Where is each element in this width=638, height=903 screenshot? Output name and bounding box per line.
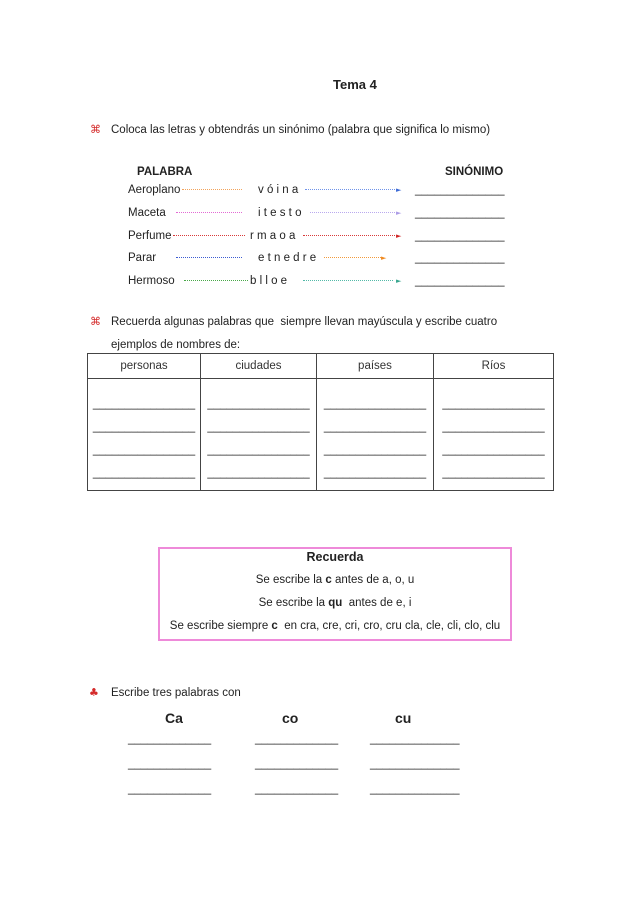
names-table: [87, 353, 554, 491]
answer-blank: ______________: [415, 207, 505, 219]
answer-blank: ________________: [207, 398, 310, 410]
dotted-connector: [173, 235, 245, 236]
table-header-row: [88, 354, 554, 379]
rule-highlight: c: [325, 574, 332, 586]
answer-cell-personas: [88, 379, 201, 491]
column-header-co: co: [282, 710, 299, 726]
dotted-connector: [184, 280, 248, 281]
reminder-rule: [160, 596, 510, 610]
club-icon: ♣: [89, 686, 99, 699]
answer-blank: ________________: [207, 467, 310, 479]
rule-text: antes de e, i: [342, 597, 412, 609]
dotted-connector: [303, 280, 393, 281]
scrambled-letters: e t n e d r e: [258, 252, 317, 264]
column-header-personas: personas: [88, 354, 201, 379]
rule-text: Se escribe la: [258, 597, 329, 609]
table-row: [88, 379, 554, 491]
answer-blank: ________________: [323, 444, 427, 456]
rule-highlight: c: [271, 620, 278, 632]
reminder-rule: [160, 619, 510, 633]
scrambled-letters: v ó i n a: [258, 184, 299, 196]
answer-blank: ________________: [207, 421, 310, 433]
column-header-ciudades: ciudades: [201, 354, 317, 379]
answer-blank: _____________: [255, 783, 339, 795]
answer-blank: _____________: [255, 733, 339, 745]
answer-blank: ______________: [415, 230, 505, 242]
answer-blank: _____________: [255, 758, 339, 770]
arrow-right-icon: ►: [396, 277, 402, 285]
command-icon: ⌘: [90, 123, 101, 136]
dotted-connector: [176, 212, 242, 213]
exercise2-instruction-line1: Recuerda algunas palabras que siempre llevan mayúscula y escribe cuatro: [111, 316, 498, 328]
rule-text: antes de a, o, u: [331, 574, 415, 586]
column-header-paises: países: [317, 354, 434, 379]
column-header-rios: Ríos: [434, 354, 554, 379]
answer-cell-ciudades: [201, 379, 317, 491]
answer-blank: ________________: [323, 421, 427, 433]
column-header-cu: cu: [395, 710, 412, 726]
answer-blank: ________________: [92, 421, 196, 433]
word-hermoso: Hermoso: [128, 275, 175, 287]
reminder-rule: [160, 573, 510, 587]
answer-blank: ________________: [442, 398, 545, 410]
rule-highlight: qu: [328, 597, 343, 609]
arrow-right-icon: ►: [381, 254, 387, 262]
answer-blank: ________________: [442, 421, 545, 433]
dotted-connector: [310, 212, 395, 213]
exercise3-instruction: Escribe tres palabras con: [111, 687, 241, 699]
arrow-right-icon: ►: [396, 186, 402, 194]
exercise2-instruction-line2: ejemplos de nombres de:: [111, 339, 241, 351]
answer-blank: ______________: [370, 733, 460, 745]
answer-blank: ______________: [370, 783, 460, 795]
dotted-connector: [324, 257, 381, 258]
dotted-connector: [305, 189, 395, 190]
exercise1-instruction: Coloca las letras y obtendrás un sinónimo (palabra que significa lo mismo): [111, 124, 491, 136]
scrambled-letters: b l l o e: [250, 275, 288, 287]
answer-cell-paises: [317, 379, 434, 491]
arrow-right-icon: ►: [396, 209, 402, 217]
word-maceta: Maceta: [128, 207, 166, 219]
answer-blank: ________________: [92, 398, 196, 410]
rule-text: Se escribe la: [255, 574, 326, 586]
command-icon: ⌘: [90, 315, 101, 328]
answer-blank: ______________: [415, 184, 505, 196]
word-parar: Parar: [128, 252, 157, 264]
column-header-ca: Ca: [165, 710, 183, 726]
answer-blank: ________________: [323, 467, 427, 479]
answer-blank: ________________: [323, 398, 427, 410]
answer-blank: _____________: [128, 758, 212, 770]
answer-blank: ________________: [92, 467, 196, 479]
answer-blank: ______________: [415, 275, 505, 287]
rule-text: en cra, cre, cri, cro, cru cla, cle, cli, clo, clu: [277, 620, 501, 632]
scrambled-letters: i t e s t o: [258, 207, 302, 219]
reminder-title: Recuerda: [306, 550, 364, 564]
answer-cell-rios: [434, 379, 554, 491]
header-synonym: SINÓNIMO: [445, 166, 504, 178]
dotted-connector: [176, 257, 242, 258]
answer-blank: ________________: [207, 444, 310, 456]
dotted-connector: [182, 189, 242, 190]
page-title: Tema 4: [333, 77, 377, 92]
answer-blank: ________________: [442, 467, 545, 479]
answer-blank: ______________: [415, 252, 505, 264]
answer-blank: _____________: [128, 783, 212, 795]
answer-blank: _____________: [128, 733, 212, 745]
word-aeroplano: Aeroplano: [128, 184, 181, 196]
word-perfume: Perfume: [128, 230, 172, 242]
header-word: PALABRA: [137, 166, 193, 178]
reminder-box: [158, 547, 512, 641]
rule-text: Se escribe siempre: [169, 620, 272, 632]
arrow-right-icon: ►: [396, 232, 402, 240]
answer-blank: ________________: [442, 444, 545, 456]
answer-blank: ______________: [370, 758, 460, 770]
dotted-connector: [303, 235, 395, 236]
scrambled-letters: r m a o a: [250, 230, 296, 242]
answer-blank: ________________: [92, 444, 196, 456]
